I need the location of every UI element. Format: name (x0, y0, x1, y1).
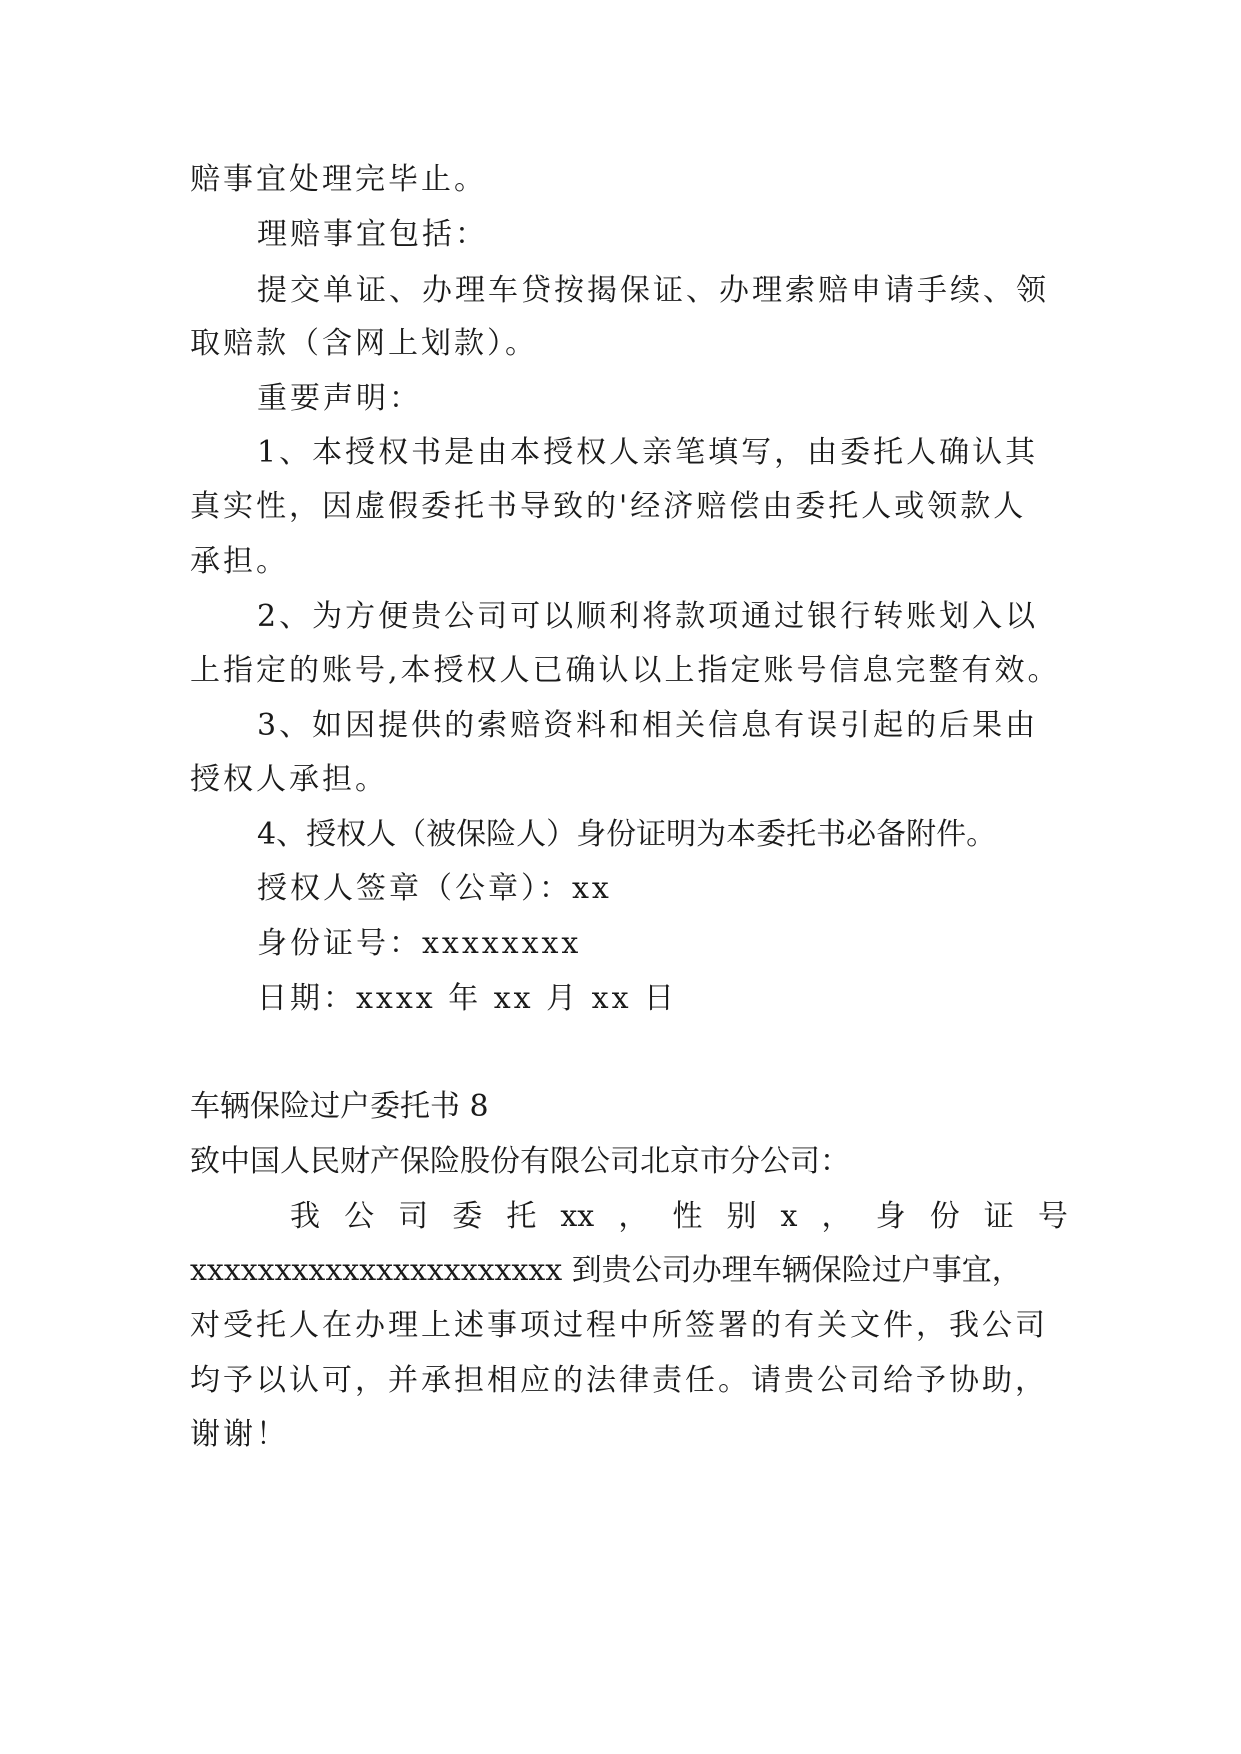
text-line: 提交单证、办理车贷按揭保证、办理索赔申请手续、领 (257, 273, 1049, 308)
statement-item-3: 3、如因提供的索赔资料和相关信息有误引起的后果由 (257, 708, 1039, 743)
justified-text-line: 我 公 司 委 托 xx ， 性 别 x ， 身 份 证 号 (290, 1199, 1068, 1234)
text-line: xxxxxxxxxxxxxxxxxxxxxx 到贵公司办理车辆保险过户事宜， (190, 1253, 1022, 1288)
section-heading-claims: 理赔事宜包括： (257, 217, 488, 252)
section-heading-statement: 重要声明： (257, 381, 422, 416)
text-line: 取赔款（含网上划款）。 (190, 326, 538, 361)
id-number-line: 身份证号：xxxxxxxx (257, 926, 582, 961)
section-title: 车辆保险过户委托书 8 (190, 1089, 489, 1124)
text-line: 谢谢！ (190, 1417, 289, 1452)
text-line: 真实性，因虚假委托书导致的'经济赔偿由委托人或领款人 (190, 489, 1027, 524)
text-line: 对受托人在办理上述事项过程中所签署的有关文件，我公司 (190, 1308, 1048, 1343)
signature-line: 授权人签章（公章）：xx (257, 871, 612, 906)
text-line: 承担。 (190, 544, 289, 579)
text-line: 上指定的账号,本授权人已确认以上指定账号信息完整有效。 (190, 653, 1061, 688)
text-line: 均予以认可，并承担相应的法律责任。请贵公司给予协助， (190, 1363, 1048, 1398)
text-line: 授权人承担。 (190, 762, 388, 797)
statement-item-4: 4、授权人（被保险人）身份证明为本委托书必备附件。 (257, 817, 997, 852)
statement-item-2: 2、为方便贵公司可以顺利将款项通过银行转账划入以 (257, 599, 1039, 634)
statement-item-1: 1、本授权书是由本授权人亲笔填写，由委托人确认其 (257, 435, 1039, 470)
date-line: 日期：xxxx 年 xx 月 xx 日 (257, 981, 678, 1016)
salutation: 致中国人民财产保险股份有限公司北京市分公司： (190, 1144, 850, 1179)
text-line: 赔事宜处理完毕止。 (190, 162, 487, 197)
